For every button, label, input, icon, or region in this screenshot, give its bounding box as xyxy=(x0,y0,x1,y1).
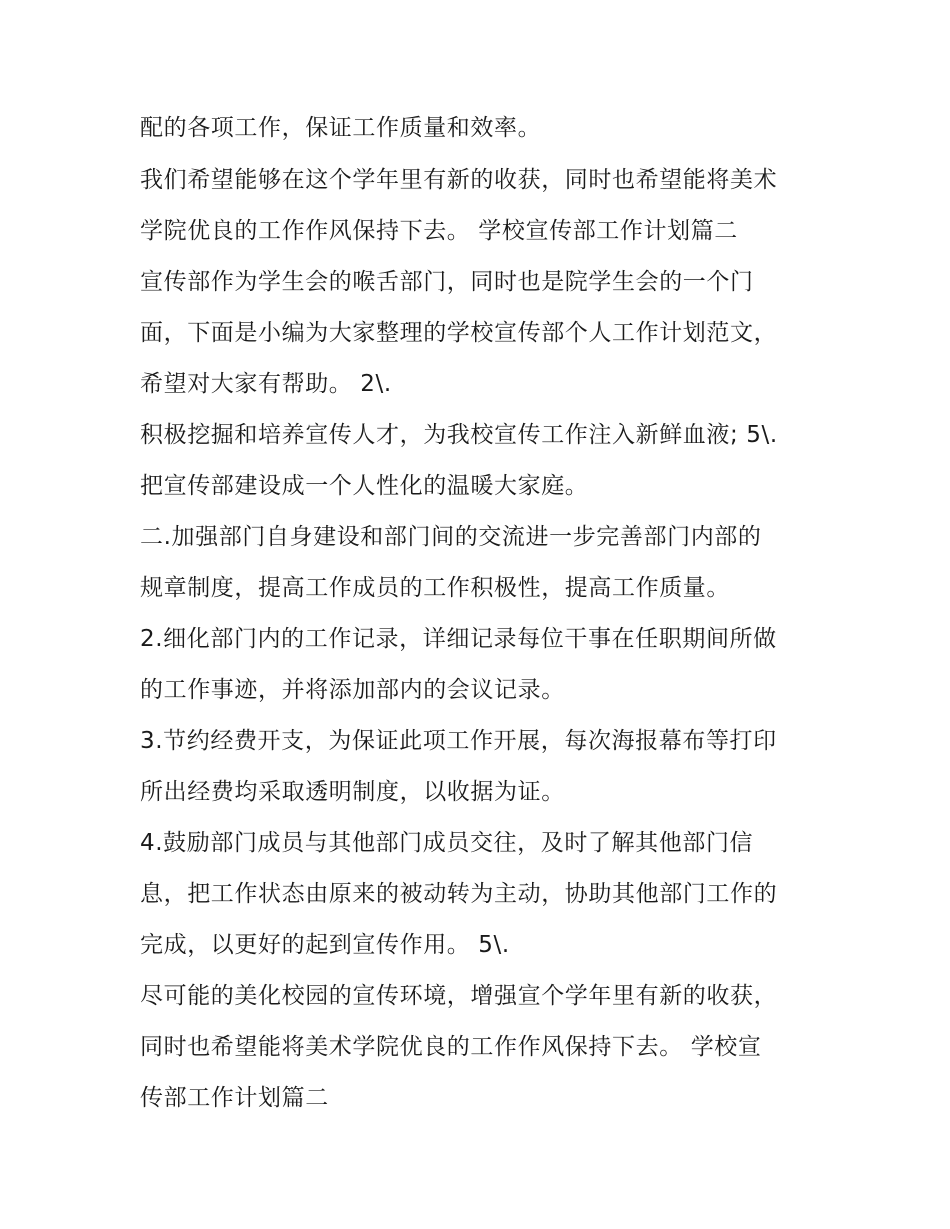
text-line: 4.鼓励部门成员与其他部门成员交往，及时了解其他部门信 xyxy=(140,830,754,856)
text-line: 我们希望能够在这个学年里有新的收获，同时也希望能将美术 xyxy=(140,167,778,193)
text-line: 3.节约经费开支，为保证此项工作开展，每次海报幕布等打印 xyxy=(140,728,777,754)
text-line: 学院优良的工作作风保持下去。 学校宣传部工作计划篇二 xyxy=(140,218,738,244)
text-line: 的工作事迹，并将添加部内的会议记录。 xyxy=(140,677,565,703)
text-line: 配的各项工作，保证工作质量和效率。 xyxy=(140,115,542,141)
text-line: 尽可能的美化校园的宣传环境，增强宣个学年里有新的收获， xyxy=(140,983,778,1009)
text-line: 二.加强部门自身建设和部门间的交流进一步完善部门内部的 xyxy=(140,524,762,550)
text-line: 所出经费均采取透明制度，以收据为证。 xyxy=(140,779,565,805)
text-line: 宣传部作为学生会的喉舌部门，同时也是院学生会的一个门 xyxy=(140,269,754,295)
text-line: 传部工作计划篇二 xyxy=(140,1085,329,1111)
text-line: 息，把工作状态由原来的被动转为主动，协助其他部门工作的 xyxy=(140,881,778,907)
text-line: 面，下面是小编为大家整理的学校宣传部个人工作计划范文， xyxy=(140,320,778,346)
text-line: 希望对大家有帮助。 2\. xyxy=(140,371,392,397)
text-line: 完成，以更好的起到宣传作用。 5\. xyxy=(140,932,510,958)
text-line: 2.细化部门内的工作记录，详细记录每位干事在任职期间所做 xyxy=(140,626,777,652)
text-line: 积极挖掘和培养宣传人才，为我校宣传工作注入新鲜血液; 5\. xyxy=(140,422,778,448)
text-line: 同时也希望能将美术学院优良的工作作风保持下去。 学校宣 xyxy=(140,1034,762,1060)
text-line: 规章制度，提高工作成员的工作积极性，提高工作质量。 xyxy=(140,575,730,601)
text-line: 把宣传部建设成一个人性化的温暖大家庭。 xyxy=(140,473,589,499)
